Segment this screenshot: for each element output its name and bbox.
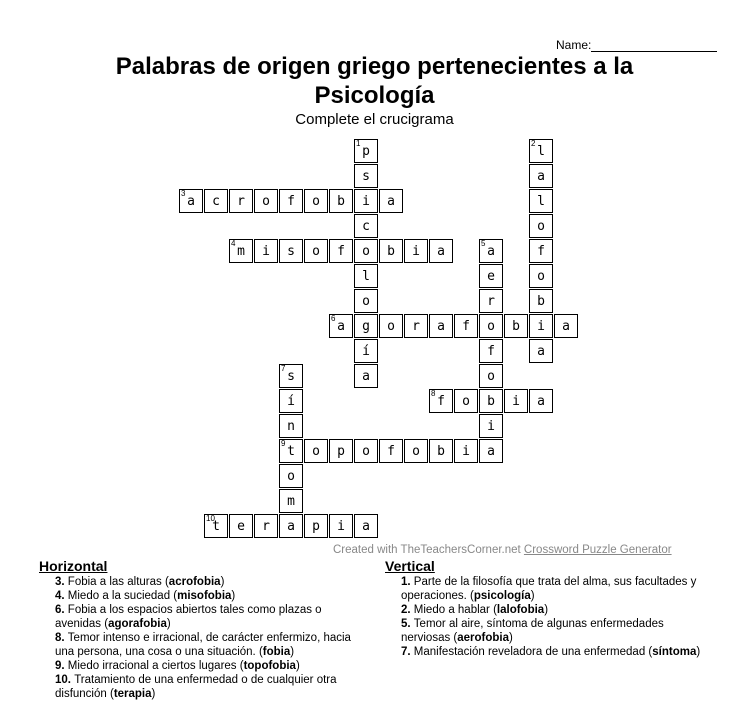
cell-letter: c: [362, 218, 370, 234]
cell-letter: b: [387, 243, 395, 259]
across-clue: [39, 603, 369, 631]
cell-letter: m: [287, 493, 295, 509]
clue-answer: acrofobia: [168, 576, 221, 588]
crossword-cell[interactable]: [479, 264, 503, 288]
clue-text: Parte de la filosofía que trata del alma, sus facultades y operaciones. (: [401, 576, 697, 602]
cell-letter: n: [287, 418, 295, 434]
clue-answer: fobia: [262, 646, 291, 658]
page-subtitle: Complete el crucigrama: [295, 111, 454, 128]
cell-letter: a: [487, 243, 495, 259]
crossword-cell[interactable]: [479, 339, 503, 363]
cell-letter: i: [537, 318, 545, 334]
clue-end: ): [530, 590, 535, 602]
cell-letter: i: [512, 393, 520, 409]
clue-end: ): [544, 604, 549, 616]
crossword-cell[interactable]: [554, 314, 578, 338]
crossword-cell[interactable]: [279, 389, 303, 413]
across-clue-list: [39, 575, 369, 701]
cell-letter: í: [287, 393, 295, 409]
clue-text: Temor intenso e irracional, de carácter enfermizo, hacia una persona, una cosa o una situación. (: [55, 632, 351, 658]
credit-text: Created with TheTeachersCorner.net: [333, 544, 524, 556]
crossword-cell[interactable]: [429, 389, 453, 413]
cell-letter: s: [287, 368, 295, 384]
across-clue: [39, 589, 369, 603]
cell-number: 8: [431, 389, 436, 398]
cell-letter: o: [362, 443, 370, 459]
cell-letter: í: [362, 343, 370, 359]
clue-number: 5.: [401, 618, 414, 630]
cell-letter: p: [312, 518, 320, 534]
clue-answer: psicología: [473, 590, 531, 602]
crossword-cell[interactable]: [504, 389, 528, 413]
crossword-cell[interactable]: [354, 364, 378, 388]
cell-letter: a: [562, 318, 570, 334]
cell-letter: b: [537, 293, 545, 309]
cell-number: 7: [281, 364, 286, 373]
cell-letter: a: [437, 243, 445, 259]
crossword-cell[interactable]: [429, 314, 453, 338]
crossword-cell[interactable]: [229, 514, 253, 538]
cell-letter: i: [412, 243, 420, 259]
cell-letter: o: [487, 368, 495, 384]
cell-letter: m: [237, 243, 245, 259]
cell-number: 5: [481, 239, 486, 248]
clue-number: 3.: [55, 576, 68, 588]
cell-letter: t: [212, 518, 220, 534]
cell-letter: r: [412, 318, 420, 334]
cell-letter: o: [262, 193, 270, 209]
cell-letter: f: [287, 193, 295, 209]
cell-letter: a: [537, 393, 545, 409]
clue-end: ): [220, 576, 225, 588]
crossword-cell[interactable]: [404, 439, 428, 463]
crossword-cell[interactable]: [254, 239, 278, 263]
down-clue: [385, 603, 715, 617]
crossword-cell[interactable]: [354, 239, 378, 263]
cell-letter: o: [537, 268, 545, 284]
cell-letter: e: [237, 518, 245, 534]
crossword-cell[interactable]: [304, 514, 328, 538]
clue-number: 4.: [55, 590, 68, 602]
crossword-cell[interactable]: [479, 389, 503, 413]
cell-letter: r: [237, 193, 245, 209]
down-clue: [385, 575, 715, 603]
clue-number: 6.: [55, 604, 68, 616]
cell-number: 6: [331, 314, 336, 323]
clue-text: Miedo irracional a ciertos lugares (: [67, 660, 244, 672]
crossword-cell[interactable]: [379, 314, 403, 338]
crossword-cell[interactable]: [354, 314, 378, 338]
clue-text: Miedo a hablar (: [413, 604, 497, 616]
cell-letter: i: [262, 243, 270, 259]
crossword-cell[interactable]: [229, 189, 253, 213]
crossword-cell[interactable]: [179, 189, 203, 213]
crossword-cell[interactable]: [529, 339, 553, 363]
clue-answer: misofobia: [177, 590, 232, 602]
cell-letter: i: [362, 193, 370, 209]
crossword-cell[interactable]: [479, 239, 503, 263]
crossword-cell[interactable]: [404, 239, 428, 263]
cell-letter: r: [487, 293, 495, 309]
cell-letter: a: [362, 518, 370, 534]
cell-letter: f: [537, 243, 545, 259]
cell-letter: a: [537, 168, 545, 184]
down-clues: [385, 558, 715, 659]
across-clues: [39, 558, 369, 701]
cell-letter: a: [387, 193, 395, 209]
crossword-cell[interactable]: [479, 414, 503, 438]
cell-letter: a: [537, 343, 545, 359]
crossword-cell[interactable]: [479, 439, 503, 463]
crossword-cell[interactable]: [504, 314, 528, 338]
across-clue: [39, 575, 369, 589]
clue-end: ): [509, 632, 513, 644]
cell-letter: o: [362, 293, 370, 309]
name-label: Name:: [556, 38, 592, 52]
cell-letter: o: [312, 443, 320, 459]
crossword-cell[interactable]: [529, 264, 553, 288]
crossword-cell[interactable]: [279, 189, 303, 213]
crossword-cell[interactable]: [354, 139, 378, 163]
crossword-cell[interactable]: [404, 314, 428, 338]
crossword-cell[interactable]: [429, 439, 453, 463]
cell-letter: e: [487, 268, 495, 284]
crossword-cell[interactable]: [279, 514, 303, 538]
clue-answer: lalofobia: [496, 604, 545, 616]
cell-letter: o: [362, 243, 370, 259]
crossword-cell[interactable]: [529, 389, 553, 413]
crossword-cell[interactable]: [354, 264, 378, 288]
crossword-cell[interactable]: [454, 389, 478, 413]
crossword-cell[interactable]: [204, 189, 228, 213]
generator-link[interactable]: Crossword Puzzle Generator: [523, 544, 672, 556]
crossword-cell[interactable]: [529, 289, 553, 313]
clue-answer: aerofobia: [457, 632, 510, 644]
crossword-cell[interactable]: [379, 189, 403, 213]
across-clue: [39, 673, 369, 701]
cell-letter: b: [487, 393, 495, 409]
crossword-cell[interactable]: [279, 239, 303, 263]
crossword-cell[interactable]: [529, 139, 553, 163]
cell-letter: o: [412, 443, 420, 459]
cell-letter: o: [537, 218, 545, 234]
crossword-cell[interactable]: [329, 314, 353, 338]
cell-letter: f: [437, 393, 445, 409]
crossword-cell[interactable]: [479, 314, 503, 338]
cell-letter: f: [487, 343, 495, 359]
clue-text: Manifestación reveladora de una enfermedad (: [413, 646, 653, 658]
cell-letter: i: [462, 443, 470, 459]
crossword-cell[interactable]: [279, 439, 303, 463]
cell-letter: o: [312, 193, 320, 209]
cell-number: 4: [231, 239, 236, 248]
cell-number: 2: [531, 139, 536, 148]
crossword-cell[interactable]: [429, 239, 453, 263]
across-heading: Horizontal: [39, 558, 108, 574]
cell-number: 1: [356, 139, 361, 148]
crossword-cell[interactable]: [329, 239, 353, 263]
clue-text: Miedo a la suciedad (: [67, 590, 178, 602]
cell-letter: a: [287, 518, 295, 534]
clue-number: 2.: [401, 604, 414, 616]
cell-letter: r: [262, 518, 270, 534]
clue-number: 1.: [401, 576, 414, 588]
cell-letter: f: [462, 318, 470, 334]
clue-answer: síntoma: [652, 646, 697, 658]
clue-answer: agorafobia: [108, 618, 167, 630]
clue-end: ): [696, 646, 701, 658]
crossword-cell[interactable]: [529, 214, 553, 238]
crossword-cell[interactable]: [329, 439, 353, 463]
across-clue: [39, 659, 369, 673]
cell-letter: a: [487, 443, 495, 459]
cell-letter: l: [537, 143, 545, 159]
clue-end: ): [295, 660, 300, 672]
crossword-cell[interactable]: [454, 314, 478, 338]
down-clue: [385, 645, 715, 659]
cell-letter: o: [487, 318, 495, 334]
crossword-cell[interactable]: [279, 414, 303, 438]
crossword-cell[interactable]: [529, 314, 553, 338]
down-heading: Vertical: [385, 558, 435, 574]
cell-letter: p: [362, 143, 370, 159]
crossword-cell[interactable]: [529, 164, 553, 188]
clue-number: 9.: [55, 660, 68, 672]
cell-letter: o: [287, 468, 295, 484]
crossword-cell[interactable]: [304, 239, 328, 263]
clue-text: Tratamiento de una enfermedad o de cualquier otra disfunción (: [55, 674, 337, 700]
cell-letter: f: [387, 443, 395, 459]
cell-number: 3: [181, 189, 186, 198]
cell-letter: g: [362, 318, 370, 334]
cell-letter: b: [512, 318, 520, 334]
cell-letter: i: [487, 418, 495, 434]
down-clue-list: [385, 575, 715, 659]
clue-answer: terapia: [113, 688, 152, 700]
title-line-2: Psicología: [314, 82, 435, 109]
crossword-cell[interactable]: [354, 289, 378, 313]
cell-letter: s: [362, 168, 370, 184]
clue-end: ): [231, 590, 236, 602]
crossword-cell[interactable]: [379, 439, 403, 463]
cell-letter: o: [462, 393, 470, 409]
crossword-cell[interactable]: [354, 214, 378, 238]
cell-letter: l: [537, 193, 545, 209]
cell-number: 10: [206, 514, 215, 523]
across-clue: [39, 631, 369, 659]
cell-letter: f: [337, 243, 345, 259]
crossword-cell[interactable]: [354, 339, 378, 363]
cell-letter: a: [362, 368, 370, 384]
crossword-cell[interactable]: [529, 189, 553, 213]
clue-end: ): [290, 646, 295, 658]
cell-letter: i: [337, 518, 345, 534]
crossword-cell[interactable]: [229, 239, 253, 263]
crossword-cell[interactable]: [354, 189, 378, 213]
cell-letter: b: [337, 193, 345, 209]
cell-letter: o: [387, 318, 395, 334]
crossword-cell[interactable]: [329, 514, 353, 538]
crossword-cell[interactable]: [354, 439, 378, 463]
clue-answer: topofobia: [243, 660, 296, 672]
crossword-cell[interactable]: [254, 189, 278, 213]
cell-number: 9: [281, 439, 286, 448]
cell-letter: a: [337, 318, 345, 334]
down-clue: [385, 617, 715, 645]
crossword-cell[interactable]: [454, 439, 478, 463]
crossword-cell[interactable]: [329, 189, 353, 213]
crossword-cell[interactable]: [279, 364, 303, 388]
crossword-cell[interactable]: [279, 464, 303, 488]
crossword-cell[interactable]: [479, 364, 503, 388]
cell-letter: a: [437, 318, 445, 334]
cell-letter: o: [312, 243, 320, 259]
clue-text: Fobia a los espacios abiertos tales como plazas o avenidas (: [55, 604, 322, 630]
cell-letter: t: [287, 443, 295, 459]
cell-letter: l: [362, 268, 370, 284]
credit-line: [333, 544, 672, 556]
crossword-cell[interactable]: [354, 164, 378, 188]
clue-number: 7.: [401, 646, 414, 658]
cell-letter: b: [437, 443, 445, 459]
cell-letter: a: [187, 193, 195, 209]
crossword-cell[interactable]: [479, 289, 503, 313]
cell-letter: c: [212, 193, 220, 209]
crossword-cell[interactable]: [379, 239, 403, 263]
crossword-cell[interactable]: [354, 514, 378, 538]
cell-letter: p: [337, 443, 345, 459]
clue-text: Fobia a las alturas (: [67, 576, 169, 588]
clue-text: Temor al aire, síntoma de algunas enfermedades nerviosas (: [401, 618, 664, 644]
cell-letter: s: [287, 243, 295, 259]
clue-number: 10.: [55, 674, 75, 686]
crossword-cell[interactable]: [279, 489, 303, 513]
crossword-cell[interactable]: [204, 514, 228, 538]
crossword-cell[interactable]: [529, 239, 553, 263]
clue-end: ): [151, 688, 156, 700]
crossword-cell[interactable]: [254, 514, 278, 538]
clue-end: ): [166, 618, 171, 630]
crossword-cell[interactable]: [304, 439, 328, 463]
crossword-cell[interactable]: [304, 189, 328, 213]
title-line-1: Palabras de origen griego pertenecientes a la: [115, 53, 634, 80]
clue-number: 8.: [55, 632, 68, 644]
